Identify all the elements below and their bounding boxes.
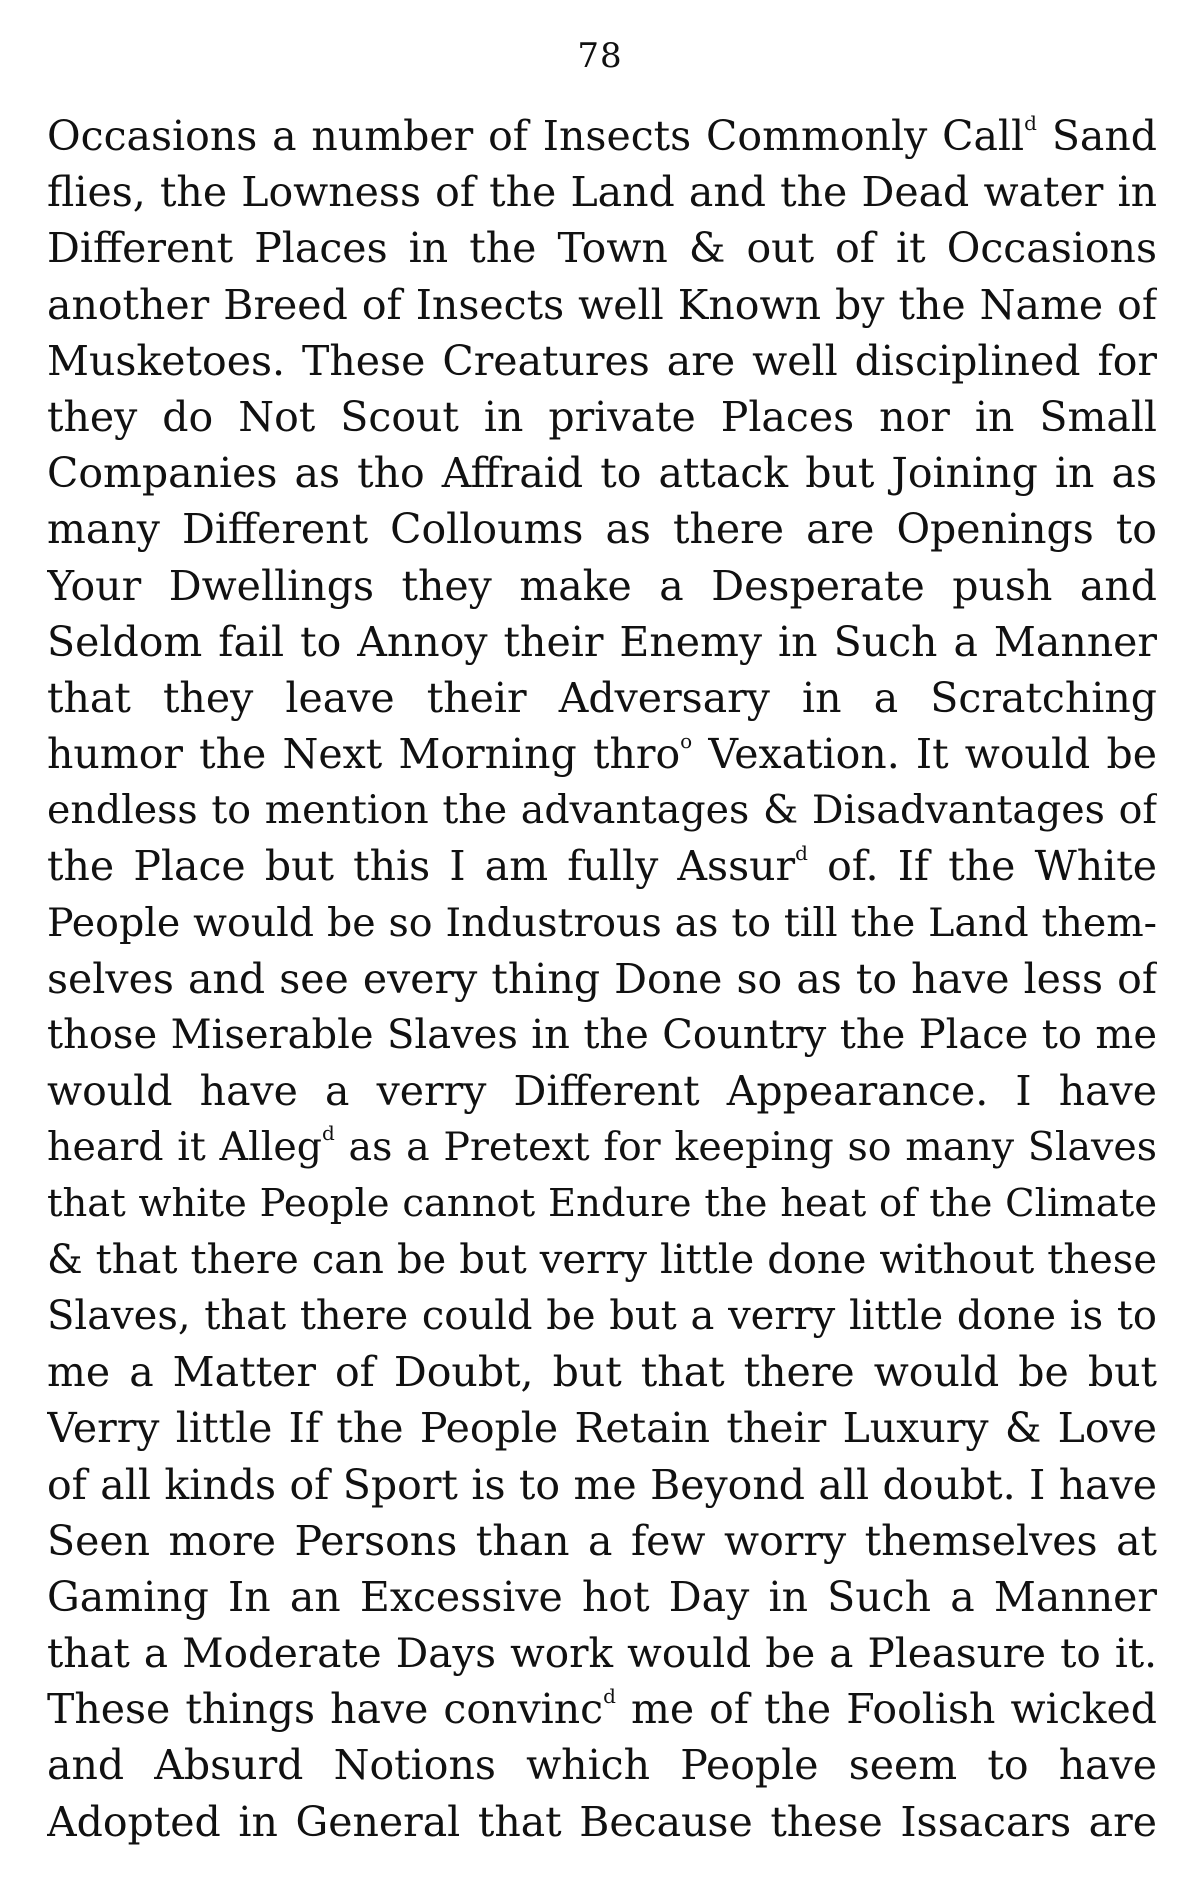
text-line: People would be so Industrous as to till the Land them- <box>47 899 1157 946</box>
text-line: heard it Alleg$^d$ as a Pretext for keeping so many Slaves <box>47 1121 1157 1171</box>
superscript: d <box>1024 111 1037 135</box>
text-line: another Breed of Insects well Known by the Name of <box>47 280 1157 329</box>
text-line: Slaves, that there could be but a verry little done is to <box>47 1292 1157 1339</box>
text-line: flies, the Lowness of the Land and the Dead water in <box>47 168 1157 217</box>
text-line: & that there can be but verry little done without these <box>47 1236 1157 1283</box>
text-line: they do Not Scout in private Places nor in Small <box>47 392 1157 441</box>
text-line: endless to mention the advantages & Disadvantages of <box>47 787 1157 834</box>
text-line: Musketoes. These Creatures are well disciplined for <box>47 336 1157 385</box>
text-line: many Different Colloums as there are Openings to <box>47 505 1157 554</box>
text-line: These things have convinc$^d$ me of the Foolish wicked <box>47 1684 1157 1734</box>
text-line: Your Dwellings they make a Desperate push and <box>47 561 1157 610</box>
text-line: would have a verry Different Appearance. I have <box>47 1067 1157 1116</box>
text-line: and Absurd Notions which People seem to have <box>47 1741 1157 1790</box>
text-line: the Place but this I am fully Assur$^d$ of. If the White <box>47 841 1157 891</box>
text-line: Occasions a number of Insects Commonly Call$^d$ Sand <box>47 111 1157 160</box>
text-line: Adopted in General that Because these Issacars are <box>47 1797 1157 1846</box>
text-line: Seen more Persons than a few worry themselves at <box>47 1516 1157 1565</box>
superscript: d <box>603 1684 616 1709</box>
text-line: me a Matter of Doubt, but that there would be but <box>47 1348 1157 1397</box>
text-line: Gaming In an Excessive hot Day in Such a Manner <box>47 1572 1157 1621</box>
text-line: that they leave their Adversary in a Scratching <box>47 673 1157 722</box>
text-line: Seldom fail to Annoy their Enemy in Such a Manner <box>47 617 1157 666</box>
text-line: those Miserable Slaves in the Country the Place to me <box>47 1012 1157 1058</box>
text-line: of all kinds of Sport is to me Beyond all doubt. I have <box>47 1460 1157 1509</box>
text-line: Verry little If the People Retain their Luxury & Love <box>47 1404 1157 1453</box>
text-line: that a Moderate Days work would be a Pleasure to it. <box>47 1629 1157 1678</box>
superscript: d <box>795 841 808 866</box>
text-line: Companies as tho Affraid to attack but Joining in as <box>47 449 1157 498</box>
text-line: that white People cannot Endure the heat of the Climate <box>47 1180 1157 1226</box>
text-line: humor the Next Morning thro$^o$ Vexation. It would be <box>47 729 1157 779</box>
text-line: selves and see every thing Done so as to have less of <box>47 954 1157 1003</box>
text-line: Different Places in the Town & out of it Occasions <box>47 224 1157 273</box>
page-number: 78 <box>577 36 623 76</box>
body-text <box>47 108 1157 1850</box>
superscript: o <box>680 729 693 754</box>
superscript: d <box>321 1121 335 1146</box>
